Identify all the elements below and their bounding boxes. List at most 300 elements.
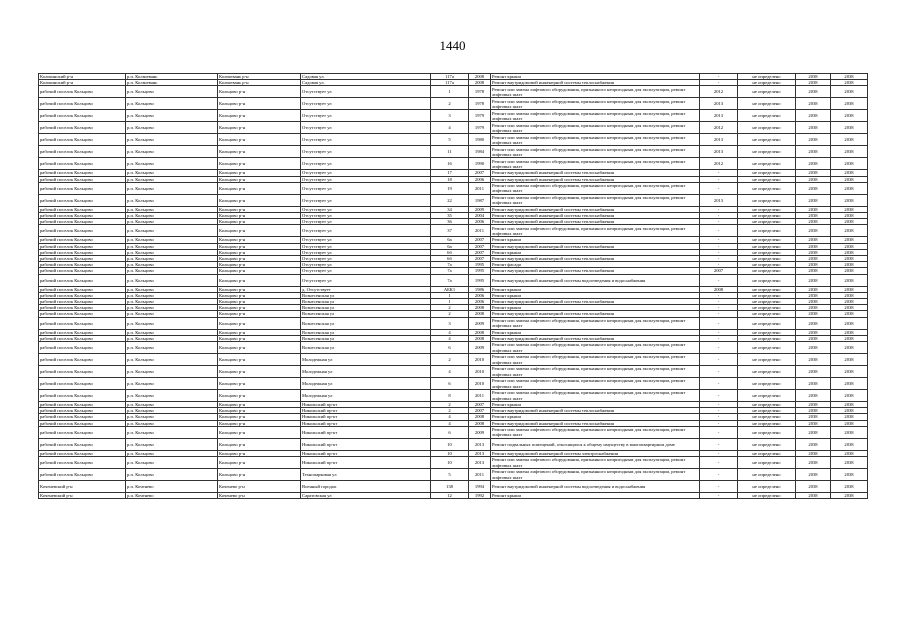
cell-municipality: рабочий поселок Кольцово: [39, 414, 126, 420]
cell-house: 10: [431, 457, 469, 469]
cell-year: 2010: [469, 366, 491, 378]
cell-district: Кольцово р-н: [218, 292, 301, 298]
cell-plan-year: 2038: [796, 134, 831, 146]
cell-plan-year: 2038: [796, 366, 831, 378]
cell-municipality: рабочий поселок Кольцово: [39, 249, 126, 255]
cell-district: Кольцово р-н: [218, 366, 301, 378]
cell-house: 4: [431, 420, 469, 426]
cell-settlement: р.п. Кольцово: [126, 305, 218, 311]
cell-status: не определено: [738, 414, 796, 420]
cell-plan-year: 2038: [796, 98, 831, 110]
cell-street: Никольский пр-кт: [301, 402, 431, 408]
cell-house: 6: [431, 342, 469, 354]
cell-street: Отсутствует ул: [301, 158, 431, 170]
cell-district: Кольцово р-н: [218, 110, 301, 122]
cell-district: Кольцово р-н: [218, 194, 301, 206]
cell-district: Кольцово р-н: [218, 170, 301, 176]
cell-house: 4: [431, 329, 469, 335]
cell-district: Кольцово р-н: [218, 414, 301, 420]
cell-municipality: рабочий поселок Кольцово: [39, 194, 126, 206]
cell-prev-year: -: [700, 292, 738, 298]
cell-prev-year: -: [700, 335, 738, 341]
cell-plan-year: 2038: [796, 170, 831, 176]
cell-status: не определено: [738, 86, 796, 98]
cell-end-year: 2038: [831, 414, 868, 420]
cell-house: 2: [431, 402, 469, 408]
cell-municipality: рабочий поселок Кольцово: [39, 402, 126, 408]
cell-prev-year: -: [700, 299, 738, 305]
cell-prev-year: 2008: [700, 286, 738, 292]
cell-house: 1: [431, 292, 469, 298]
cell-plan-year: 2038: [796, 146, 831, 158]
cell-status: не определено: [738, 335, 796, 341]
cell-end-year: 2038: [831, 292, 868, 298]
cell-municipality: рабочий поселок Кольцово: [39, 292, 126, 298]
cell-district: Кольцово р-н: [218, 402, 301, 408]
cell-work-type: Ремонт крыши: [491, 493, 700, 499]
cell-municipality: рабочий поселок Кольцово: [39, 176, 126, 182]
cell-work-type: Ремонт внутридомовой инженерной системы теплоснабжения: [491, 170, 700, 176]
cell-plan-year: 2038: [796, 256, 831, 262]
cell-house: 16: [431, 158, 469, 170]
cell-street: Отсутствует ул: [301, 170, 431, 176]
cell-street: д. Отсутствует: [301, 286, 431, 292]
cell-municipality: Кольчинский р-н: [39, 74, 126, 80]
cell-prev-year: -: [700, 225, 738, 237]
cell-work-type: Ремонт внутридомовой инженерной системы теплоснабжения: [491, 299, 700, 305]
cell-status: не определено: [738, 390, 796, 402]
cell-prev-year: 2012: [700, 122, 738, 134]
cell-status: не определено: [738, 256, 796, 262]
cell-status: не определено: [738, 378, 796, 390]
cell-street: Никольский пр-кт: [301, 457, 431, 469]
cell-status: не определено: [738, 243, 796, 249]
cell-work-type: Ремонт подвальных помещений, относящихся к общему имуществу в многоквартирном доме: [491, 438, 700, 450]
cell-plan-year: 2038: [796, 237, 831, 243]
cell-status: не определено: [738, 438, 796, 450]
cell-year: 1984: [469, 146, 491, 158]
cell-municipality: рабочий поселок Кольцово: [39, 206, 126, 212]
cell-work-type: Ремонт крыши: [491, 237, 700, 243]
cell-district: Кольцово р-н: [218, 98, 301, 110]
cell-year: 2007: [469, 237, 491, 243]
cell-year: 1992: [469, 493, 491, 499]
cell-district: Кольчевань р-н: [218, 74, 301, 80]
cell-prev-year: -: [700, 170, 738, 176]
cell-street: Никольский пр-кт: [301, 408, 431, 414]
cell-street: Вознесенская ул: [301, 317, 431, 329]
cell-municipality: рабочий поселок Кольцово: [39, 86, 126, 98]
cell-end-year: 2038: [831, 80, 868, 86]
cell-settlement: р.п. Кольцово: [126, 274, 218, 286]
cell-end-year: 2038: [831, 146, 868, 158]
cell-house: 6б: [431, 256, 469, 262]
cell-work-type: Ремонт крыши: [491, 414, 700, 420]
cell-work-type: Ремонт внутридомовой инженерной системы теплоснабжения: [491, 408, 700, 414]
cell-plan-year: 2038: [796, 225, 831, 237]
cell-status: не определено: [738, 249, 796, 255]
cell-work-type: Ремонт или замена лифтового оборудования, признанного непригодным для эксплуатации, ремонт лифтовых шахт: [491, 182, 700, 194]
cell-year: 2007: [469, 249, 491, 255]
cell-street: Отсутствует ул: [301, 243, 431, 249]
cell-settlement: р.п. Кольцово: [126, 134, 218, 146]
cell-district: Кольцово р-н: [218, 354, 301, 366]
table-row: [39, 182, 868, 194]
cell-work-type: Ремонт или замена лифтового оборудования, признанного непригодным для эксплуатации, ремонт лифтовых шахт: [491, 134, 700, 146]
cell-work-type: Ремонт или замена лифтового оборудования, признанного непригодным для эксплуатации, ремонт лифтовых шахт: [491, 317, 700, 329]
cell-status: не определено: [738, 213, 796, 219]
cell-end-year: 2038: [831, 256, 868, 262]
cell-year: 2007: [469, 243, 491, 249]
cell-house: 6: [431, 426, 469, 438]
cell-prev-year: -: [700, 457, 738, 469]
cell-settlement: р.п. Кольцово: [126, 299, 218, 305]
cell-house: 19: [431, 182, 469, 194]
cell-work-type: Ремонт внутридомовой инженерной системы теплоснабжения: [491, 268, 700, 274]
cell-plan-year: 2038: [796, 268, 831, 274]
cell-district: Кольцово р-н: [218, 237, 301, 243]
cell-prev-year: -: [700, 206, 738, 212]
cell-work-type: Ремонт внутридомовой инженерной системы теплоснабжения: [491, 335, 700, 341]
cell-plan-year: 2038: [796, 158, 831, 170]
cell-status: не определено: [738, 98, 796, 110]
cell-plan-year: 2038: [796, 80, 831, 86]
cell-house: 34: [431, 206, 469, 212]
cell-street: Никольский пр-кт: [301, 450, 431, 456]
cell-plan-year: 2038: [796, 481, 831, 493]
cell-plan-year: 2038: [796, 213, 831, 219]
cell-house: АБК1: [431, 286, 469, 292]
cell-prev-year: 2013: [700, 194, 738, 206]
cell-end-year: 2038: [831, 237, 868, 243]
cell-year: 2011: [469, 225, 491, 237]
cell-year: 1979: [469, 110, 491, 122]
cell-work-type: Ремонт внутридомовой инженерной системы теплоснабжения: [491, 219, 700, 225]
cell-year: 1986: [469, 286, 491, 292]
cell-settlement: р.п. Кольцово: [126, 176, 218, 182]
cell-end-year: 2038: [831, 110, 868, 122]
cell-prev-year: 2012: [700, 86, 738, 98]
cell-district: Кольцово р-н: [218, 219, 301, 225]
cell-house: 22: [431, 194, 469, 206]
cell-settlement: р.п. Кольцово: [126, 378, 218, 390]
cell-municipality: рабочий поселок Кольцово: [39, 342, 126, 354]
cell-year: 2008: [469, 80, 491, 86]
table-row: [39, 134, 868, 146]
cell-street: Вознесенская ул: [301, 305, 431, 311]
cell-prev-year: 2013: [700, 110, 738, 122]
cell-plan-year: 2038: [796, 354, 831, 366]
cell-settlement: р.п. Кольцово: [126, 219, 218, 225]
cell-year: 2007: [469, 170, 491, 176]
cell-settlement: р.п. Кольцово: [126, 243, 218, 249]
cell-settlement: р.п. Кольцово: [126, 292, 218, 298]
cell-district: Кольцово р-н: [218, 426, 301, 438]
cell-plan-year: 2038: [796, 299, 831, 305]
cell-settlement: р.п. Кольцово: [126, 414, 218, 420]
cell-house: 4: [431, 414, 469, 420]
cell-municipality: рабочий поселок Кольцово: [39, 146, 126, 158]
table-body: [39, 74, 868, 499]
cell-plan-year: 2038: [796, 286, 831, 292]
cell-year: 2011: [469, 390, 491, 402]
cell-prev-year: -: [700, 329, 738, 335]
cell-district: Кольцово р-н: [218, 457, 301, 469]
cell-municipality: Коченевский р-н: [39, 481, 126, 493]
cell-settlement: р.п. Кольцово: [126, 206, 218, 212]
cell-plan-year: 2038: [796, 219, 831, 225]
cell-plan-year: 2038: [796, 74, 831, 80]
cell-year: 2011: [469, 469, 491, 481]
cell-end-year: 2038: [831, 219, 868, 225]
cell-district: Кольцово р-н: [218, 249, 301, 255]
cell-prev-year: -: [700, 237, 738, 243]
cell-year: 2007: [469, 256, 491, 262]
cell-prev-year: -: [700, 219, 738, 225]
cell-end-year: 2038: [831, 86, 868, 98]
cell-status: не определено: [738, 146, 796, 158]
cell-plan-year: 2038: [796, 457, 831, 469]
cell-work-type: Ремонт внутридомовой инженерной системы теплоснабжения: [491, 256, 700, 262]
cell-municipality: рабочий поселок Кольцово: [39, 408, 126, 414]
table-row: [39, 457, 868, 469]
cell-municipality: рабочий поселок Кольцово: [39, 457, 126, 469]
cell-settlement: р.п. Кольцово: [126, 408, 218, 414]
cell-end-year: 2038: [831, 176, 868, 182]
cell-house: 17: [431, 170, 469, 176]
cell-prev-year: -: [700, 213, 738, 219]
cell-street: Вознесенская ул: [301, 292, 431, 298]
table-row: [39, 354, 868, 366]
cell-prev-year: -: [700, 420, 738, 426]
table-row: [39, 438, 868, 450]
cell-prev-year: -: [700, 354, 738, 366]
cell-plan-year: 2038: [796, 311, 831, 317]
cell-street: Вознесенская ул: [301, 311, 431, 317]
cell-house: 7а: [431, 274, 469, 286]
cell-plan-year: 2038: [796, 249, 831, 255]
cell-work-type: Ремонт или замена лифтового оборудования, признанного непригодным для эксплуатации, ремонт лифтовых шахт: [491, 194, 700, 206]
cell-year: 2008: [469, 329, 491, 335]
cell-settlement: р.п. Кольцово: [126, 262, 218, 268]
cell-municipality: рабочий поселок Кольцово: [39, 262, 126, 268]
cell-status: не определено: [738, 493, 796, 499]
cell-work-type: Ремонт или замена лифтового оборудования, признанного непригодным для эксплуатации, ремонт лифтовых шахт: [491, 110, 700, 122]
cell-municipality: рабочий поселок Кольцово: [39, 329, 126, 335]
cell-end-year: 2038: [831, 305, 868, 311]
cell-district: Кольцово р-н: [218, 299, 301, 305]
cell-district: Кольцово р-н: [218, 317, 301, 329]
cell-status: не определено: [738, 311, 796, 317]
cell-house: 2: [431, 311, 469, 317]
cell-end-year: 2038: [831, 366, 868, 378]
cell-district: Коченево р-н: [218, 481, 301, 493]
cell-year: 2013: [469, 457, 491, 469]
cell-district: Кольцово р-н: [218, 469, 301, 481]
cell-end-year: 2038: [831, 378, 868, 390]
cell-year: 1978: [469, 86, 491, 98]
cell-district: Кольцово р-н: [218, 213, 301, 219]
cell-house: 4: [431, 335, 469, 341]
table-row: [39, 98, 868, 110]
cell-work-type: Ремонт внутридомовой инженерной системы водоотведения и водоснабжения: [491, 481, 700, 493]
cell-work-type: Ремонт или замена лифтового оборудования, признанного непригодным для эксплуатации, ремонт лифтовых шахт: [491, 354, 700, 366]
cell-municipality: рабочий поселок Кольцово: [39, 274, 126, 286]
cell-end-year: 2038: [831, 469, 868, 481]
cell-prev-year: -: [700, 256, 738, 262]
cell-plan-year: 2038: [796, 493, 831, 499]
cell-prev-year: -: [700, 305, 738, 311]
cell-municipality: рабочий поселок Кольцово: [39, 420, 126, 426]
cell-prev-year: 2013: [700, 98, 738, 110]
cell-settlement: р.п. Кольцово: [126, 237, 218, 243]
cell-municipality: рабочий поселок Кольцово: [39, 299, 126, 305]
cell-end-year: 2038: [831, 342, 868, 354]
cell-house: 6а: [431, 243, 469, 249]
cell-end-year: 2038: [831, 134, 868, 146]
cell-settlement: р.п. Кольцово: [126, 170, 218, 176]
cell-street: Отсутствует ул: [301, 182, 431, 194]
cell-settlement: р.п. Кольчевань: [126, 74, 218, 80]
cell-end-year: 2038: [831, 74, 868, 80]
cell-house: 3: [431, 317, 469, 329]
cell-plan-year: 2038: [796, 390, 831, 402]
cell-year: 2009: [469, 317, 491, 329]
cell-end-year: 2038: [831, 268, 868, 274]
cell-settlement: р.п. Кольцово: [126, 311, 218, 317]
cell-year: 2013: [469, 450, 491, 456]
cell-work-type: Ремонт или замена лифтового оборудования, признанного непригодным для эксплуатации, ремонт лифтовых шахт: [491, 366, 700, 378]
cell-status: не определено: [738, 408, 796, 414]
cell-district: Коченево р-н: [218, 493, 301, 499]
cell-plan-year: 2038: [796, 176, 831, 182]
table-row: [39, 86, 868, 98]
cell-work-type: Ремонт внутридомовой инженерной системы водоотведения и водоснабжения: [491, 274, 700, 286]
cell-work-type: Ремонт внутридомовой инженерной системы электроснабжения: [491, 450, 700, 456]
cell-end-year: 2038: [831, 317, 868, 329]
cell-street: Вознесенская ул: [301, 335, 431, 341]
cell-municipality: рабочий поселок Кольцово: [39, 243, 126, 249]
cell-work-type: Ремонт крыши: [491, 249, 700, 255]
table-row: [39, 158, 868, 170]
cell-street: Отсутствует ул: [301, 98, 431, 110]
cell-settlement: р.п. Кольцово: [126, 438, 218, 450]
cell-district: Кольцово р-н: [218, 274, 301, 286]
cell-house: 1: [431, 299, 469, 305]
cell-municipality: рабочий поселок Кольцово: [39, 268, 126, 274]
cell-house: 18: [431, 176, 469, 182]
cell-municipality: рабочий поселок Кольцово: [39, 219, 126, 225]
cell-status: не определено: [738, 182, 796, 194]
table-row: [39, 317, 868, 329]
cell-work-type: Ремонт внутридомовой инженерной системы теплоснабжения: [491, 420, 700, 426]
cell-prev-year: 2013: [700, 146, 738, 158]
cell-municipality: рабочий поселок Кольцово: [39, 110, 126, 122]
cell-settlement: р.п. Кольцово: [126, 249, 218, 255]
cell-prev-year: -: [700, 378, 738, 390]
page-number: 1440: [439, 38, 466, 53]
cell-settlement: р.п. Кольцово: [126, 390, 218, 402]
cell-street: Отсутствует ул: [301, 262, 431, 268]
cell-settlement: р.п. Кольцово: [126, 317, 218, 329]
cell-district: Кольчевань р-н: [218, 80, 301, 86]
cell-district: Кольцово р-н: [218, 420, 301, 426]
cell-end-year: 2038: [831, 481, 868, 493]
cell-settlement: р.п. Кольцово: [126, 469, 218, 481]
cell-year: 2009: [469, 206, 491, 212]
cell-settlement: р.п. Кольцово: [126, 98, 218, 110]
cell-plan-year: 2038: [796, 450, 831, 456]
cell-status: не определено: [738, 176, 796, 182]
cell-work-type: Ремонт внутридомовой инженерной системы теплоснабжения: [491, 206, 700, 212]
cell-settlement: р.п. Кольцово: [126, 182, 218, 194]
cell-district: Кольцово р-н: [218, 256, 301, 262]
cell-street: Отсутствует ул: [301, 256, 431, 262]
cell-status: не определено: [738, 225, 796, 237]
cell-prev-year: -: [700, 414, 738, 420]
cell-end-year: 2038: [831, 408, 868, 414]
cell-year: 1995: [469, 262, 491, 268]
cell-municipality: рабочий поселок Кольцово: [39, 237, 126, 243]
cell-end-year: 2038: [831, 262, 868, 268]
cell-street: Никольский пр-кт: [301, 426, 431, 438]
cell-street: Молодежная ул: [301, 354, 431, 366]
cell-status: не определено: [738, 342, 796, 354]
cell-end-year: 2038: [831, 274, 868, 286]
cell-year: 2008: [469, 420, 491, 426]
cell-prev-year: 2007: [700, 268, 738, 274]
table-row: [39, 366, 868, 378]
cell-year: 2010: [469, 354, 491, 366]
cell-status: не определено: [738, 450, 796, 456]
cell-house: 117а: [431, 80, 469, 86]
cell-municipality: рабочий поселок Кольцово: [39, 438, 126, 450]
cell-work-type: Ремонт или замена лифтового оборудования, признанного непригодным для эксплуатации, ремонт лифтовых шахт: [491, 426, 700, 438]
cell-prev-year: -: [700, 438, 738, 450]
cell-municipality: рабочий поселок Кольцово: [39, 450, 126, 456]
cell-plan-year: 2038: [796, 335, 831, 341]
cell-street: Отсутствует ул: [301, 249, 431, 255]
cell-prev-year: -: [700, 481, 738, 493]
cell-municipality: рабочий поселок Кольцово: [39, 366, 126, 378]
cell-year: 1978: [469, 98, 491, 110]
cell-district: Кольцово р-н: [218, 262, 301, 268]
cell-house: 12: [431, 493, 469, 499]
cell-street: Садовая ул.: [301, 74, 431, 80]
cell-street: Молодежная ул: [301, 390, 431, 402]
cell-street: Вознесенская ул: [301, 342, 431, 354]
cell-status: не определено: [738, 158, 796, 170]
cell-work-type: Ремонт внутридомовой инженерной системы теплоснабжения: [491, 243, 700, 249]
cell-status: не определено: [738, 274, 796, 286]
cell-municipality: рабочий поселок Кольцово: [39, 158, 126, 170]
cell-year: 2008: [469, 335, 491, 341]
cell-plan-year: 2038: [796, 329, 831, 335]
cell-district: Кольцово р-н: [218, 176, 301, 182]
cell-prev-year: -: [700, 493, 738, 499]
cell-year: 2006: [469, 219, 491, 225]
table-row: [39, 390, 868, 402]
cell-work-type: Ремонт крыши: [491, 329, 700, 335]
cell-status: не определено: [738, 426, 796, 438]
cell-plan-year: 2038: [796, 469, 831, 481]
cell-work-type: Ремонт или замена лифтового оборудования, признанного непригодным для эксплуатации, ремонт лифтовых шахт: [491, 86, 700, 98]
cell-status: не определено: [738, 268, 796, 274]
cell-status: не определено: [738, 219, 796, 225]
cell-plan-year: 2038: [796, 414, 831, 420]
cell-prev-year: -: [700, 408, 738, 414]
cell-year: 2008: [469, 305, 491, 311]
